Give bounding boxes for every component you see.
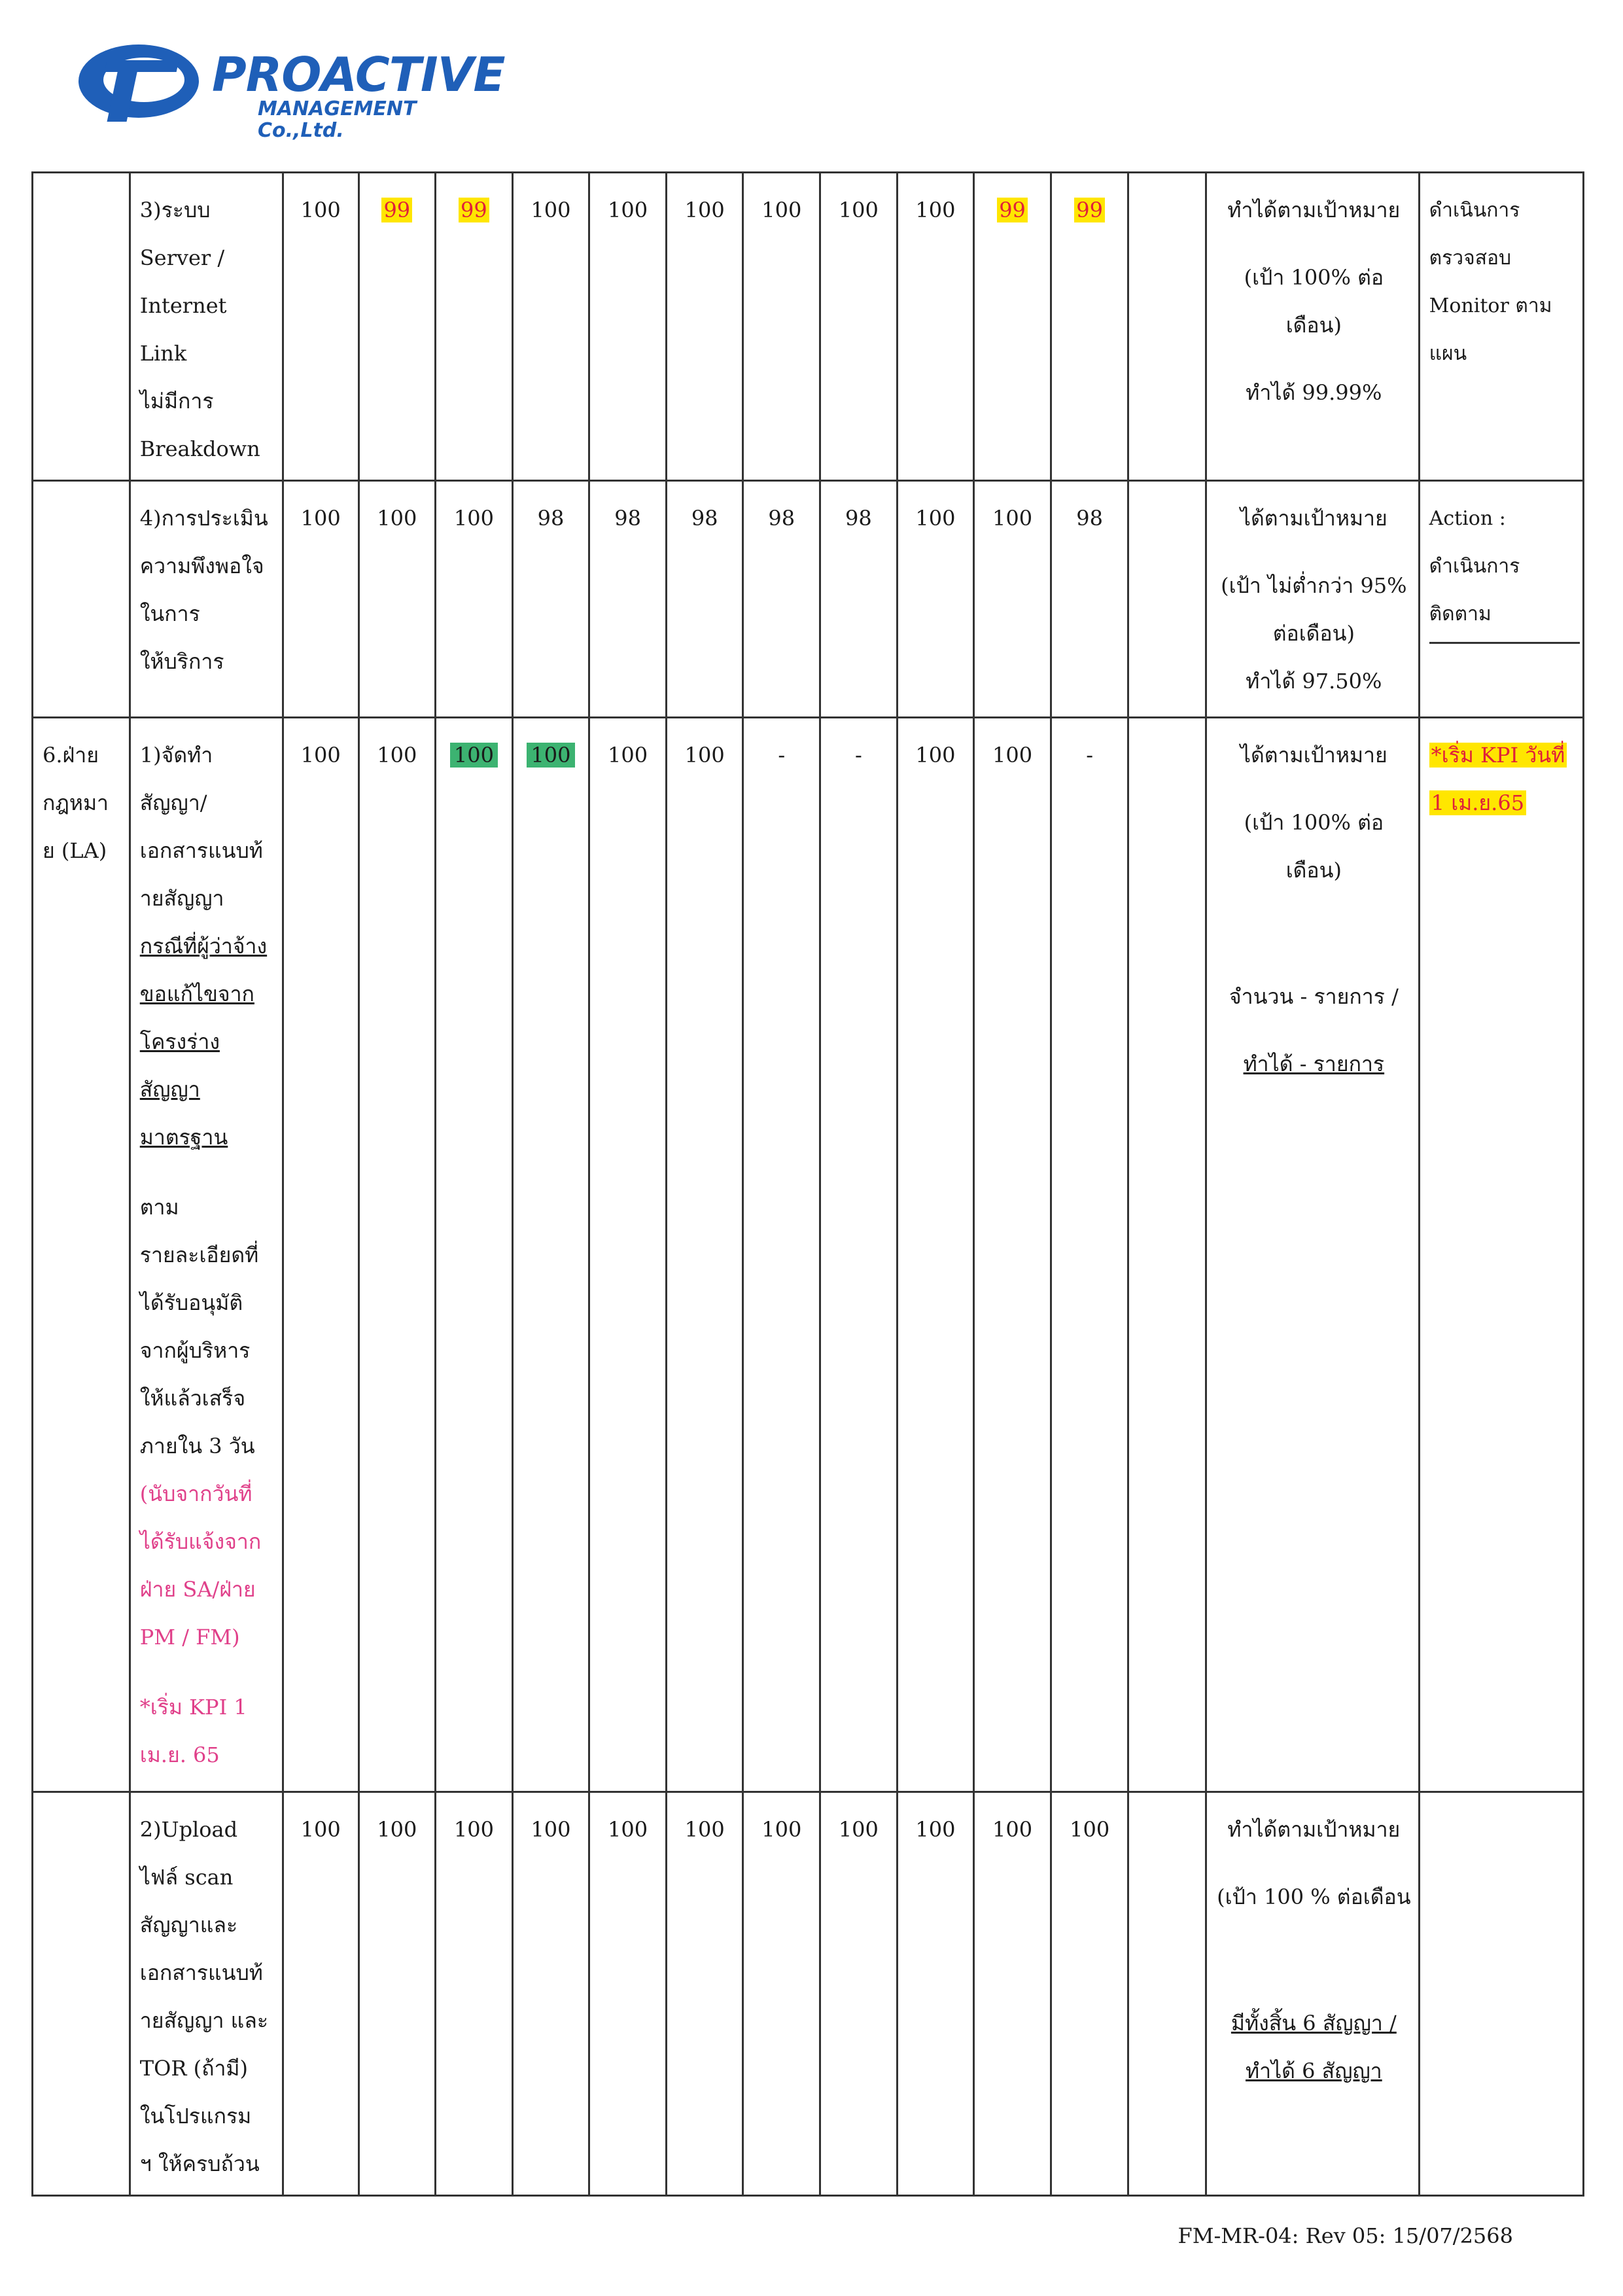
table-row (33, 718, 1584, 1792)
month-value: 100 (358, 1792, 436, 2196)
month-value: 100 (436, 1792, 513, 2196)
month-value: 100 (283, 481, 358, 718)
indicator-cell: 2)Upload ไฟล์ scan สัญญาและ เอกสารแนบท้ ายสัญญา และ TOR (ถ้ามี) ในโปรแกรม ฯ ให้ครบถ้วน (130, 1792, 283, 2196)
month-value: 98 (512, 481, 589, 718)
month-value: - (820, 718, 898, 1792)
month-value: 100 (358, 718, 436, 1792)
month-value: 100 (897, 1792, 974, 2196)
logo-text (212, 47, 505, 142)
month-value: 100 (820, 1792, 898, 2196)
month-value: 100 (512, 173, 589, 481)
indicator-cell: 4)การประเมิน ความพึงพอใจ ในการ ให้บริการ (130, 481, 283, 718)
month-value: 100 (974, 718, 1051, 1792)
indicator-cell: 1)จัดทำ สัญญา/ เอกสารแนบท้ ายสัญญา กรณีที่ผู้ว่าจ้าง ขอแก้ไขจาก โครงร่าง สัญญา มาตรฐาน ตาม รายละเอียดที่ ได้รับอนุมัติ จากผู้บริหาร ให้แล้วเสร็จ ภายใน 3 วัน (นับจากวันที่ ได้รับแจ้งจาก ฝ่าย SA/ฝ่าย PM / FM) *เริ่ม KPI 1 เม.ย. 65 (130, 718, 283, 1792)
table-row (33, 1792, 1584, 2196)
month-value: 100 (974, 481, 1051, 718)
action-underline (1429, 642, 1580, 644)
month-value: 100 (666, 173, 743, 481)
month-value: 100 (512, 718, 589, 1792)
month-value: 100 (512, 1792, 589, 2196)
month-value: 99 (1051, 173, 1128, 481)
action-cell: ดำเนินการ ตรวจสอบ Monitor ตามแผน (1419, 173, 1583, 481)
month-value: 98 (820, 481, 898, 718)
faint-watermark (1164, 33, 1531, 118)
result-cell: ได้ตามเป้าหมาย (เป้า ไม่ต่ำกว่า 95% ต่อเดือน) ทำได้ 97.50% (1206, 481, 1420, 718)
month-value: 100 (897, 173, 974, 481)
month-value: 98 (1051, 481, 1128, 718)
month-value: 99 (436, 173, 513, 481)
department-cell (33, 1792, 130, 2196)
month-value: 98 (589, 481, 667, 718)
result-cell: ทำได้ตามเป้าหมาย (เป้า 100 % ต่อเดือน มีทั้งสิ้น 6 สัญญา / ทำได้ 6 สัญญา (1206, 1792, 1420, 2196)
month-value: 100 (436, 481, 513, 718)
month-value: 100 (283, 1792, 358, 2196)
month-value: 100 (897, 481, 974, 718)
result-cell: ทำได้ตามเป้าหมาย (เป้า 100% ต่อเดือน) ทำได้ 99.99% (1206, 173, 1420, 481)
month-value: 100 (820, 173, 898, 481)
month-value (1128, 481, 1206, 718)
month-value: 100 (358, 481, 436, 718)
month-value: 100 (974, 1792, 1051, 2196)
department-cell: 6.ฝ่าย กฎหมา ย (LA) (33, 718, 130, 1792)
month-value: 99 (974, 173, 1051, 481)
proactive-logo-icon (73, 34, 204, 126)
month-value: 100 (1051, 1792, 1128, 2196)
month-value (1128, 1792, 1206, 2196)
table-row (33, 173, 1584, 481)
kpi-table (31, 171, 1584, 2197)
month-value: 98 (666, 481, 743, 718)
month-value: - (743, 718, 820, 1792)
month-value: 100 (436, 718, 513, 1792)
month-value: 100 (666, 1792, 743, 2196)
month-value: 99 (358, 173, 436, 481)
month-value: 100 (283, 718, 358, 1792)
month-value: 100 (589, 718, 667, 1792)
month-value: 100 (283, 173, 358, 481)
department-cell (33, 481, 130, 718)
logo-sub-text: MANAGEMENT Co.,Ltd. (258, 97, 417, 142)
logo-main-text: PROACTIVE (212, 47, 505, 102)
form-code: FM-MR-04: Rev 05: 15/07/2568 (1178, 2223, 1513, 2248)
indicator-cell: 3)ระบบ Server / Internet Link ไม่มีการ Breakdown (130, 173, 283, 481)
table-row (33, 481, 1584, 718)
department-cell (33, 173, 130, 481)
action-cell: *เริ่ม KPI วันที่ 1 เม.ย.65 (1419, 718, 1583, 1792)
month-value (1128, 173, 1206, 481)
result-cell: ได้ตามเป้าหมาย (เป้า 100% ต่อเดือน) จำนวน - รายการ / ทำได้ - รายการ (1206, 718, 1420, 1792)
action-cell: Action : ดำเนินการติดตาม (1419, 481, 1583, 718)
month-value: 100 (743, 1792, 820, 2196)
month-value: 100 (589, 1792, 667, 2196)
month-value: 100 (666, 718, 743, 1792)
month-value: 100 (743, 173, 820, 481)
month-value: 100 (589, 173, 667, 481)
month-value: 100 (897, 718, 974, 1792)
month-value: - (1051, 718, 1128, 1792)
month-value (1128, 718, 1206, 1792)
month-value: 98 (743, 481, 820, 718)
action-cell (1419, 1792, 1583, 2196)
company-logo (73, 27, 505, 142)
